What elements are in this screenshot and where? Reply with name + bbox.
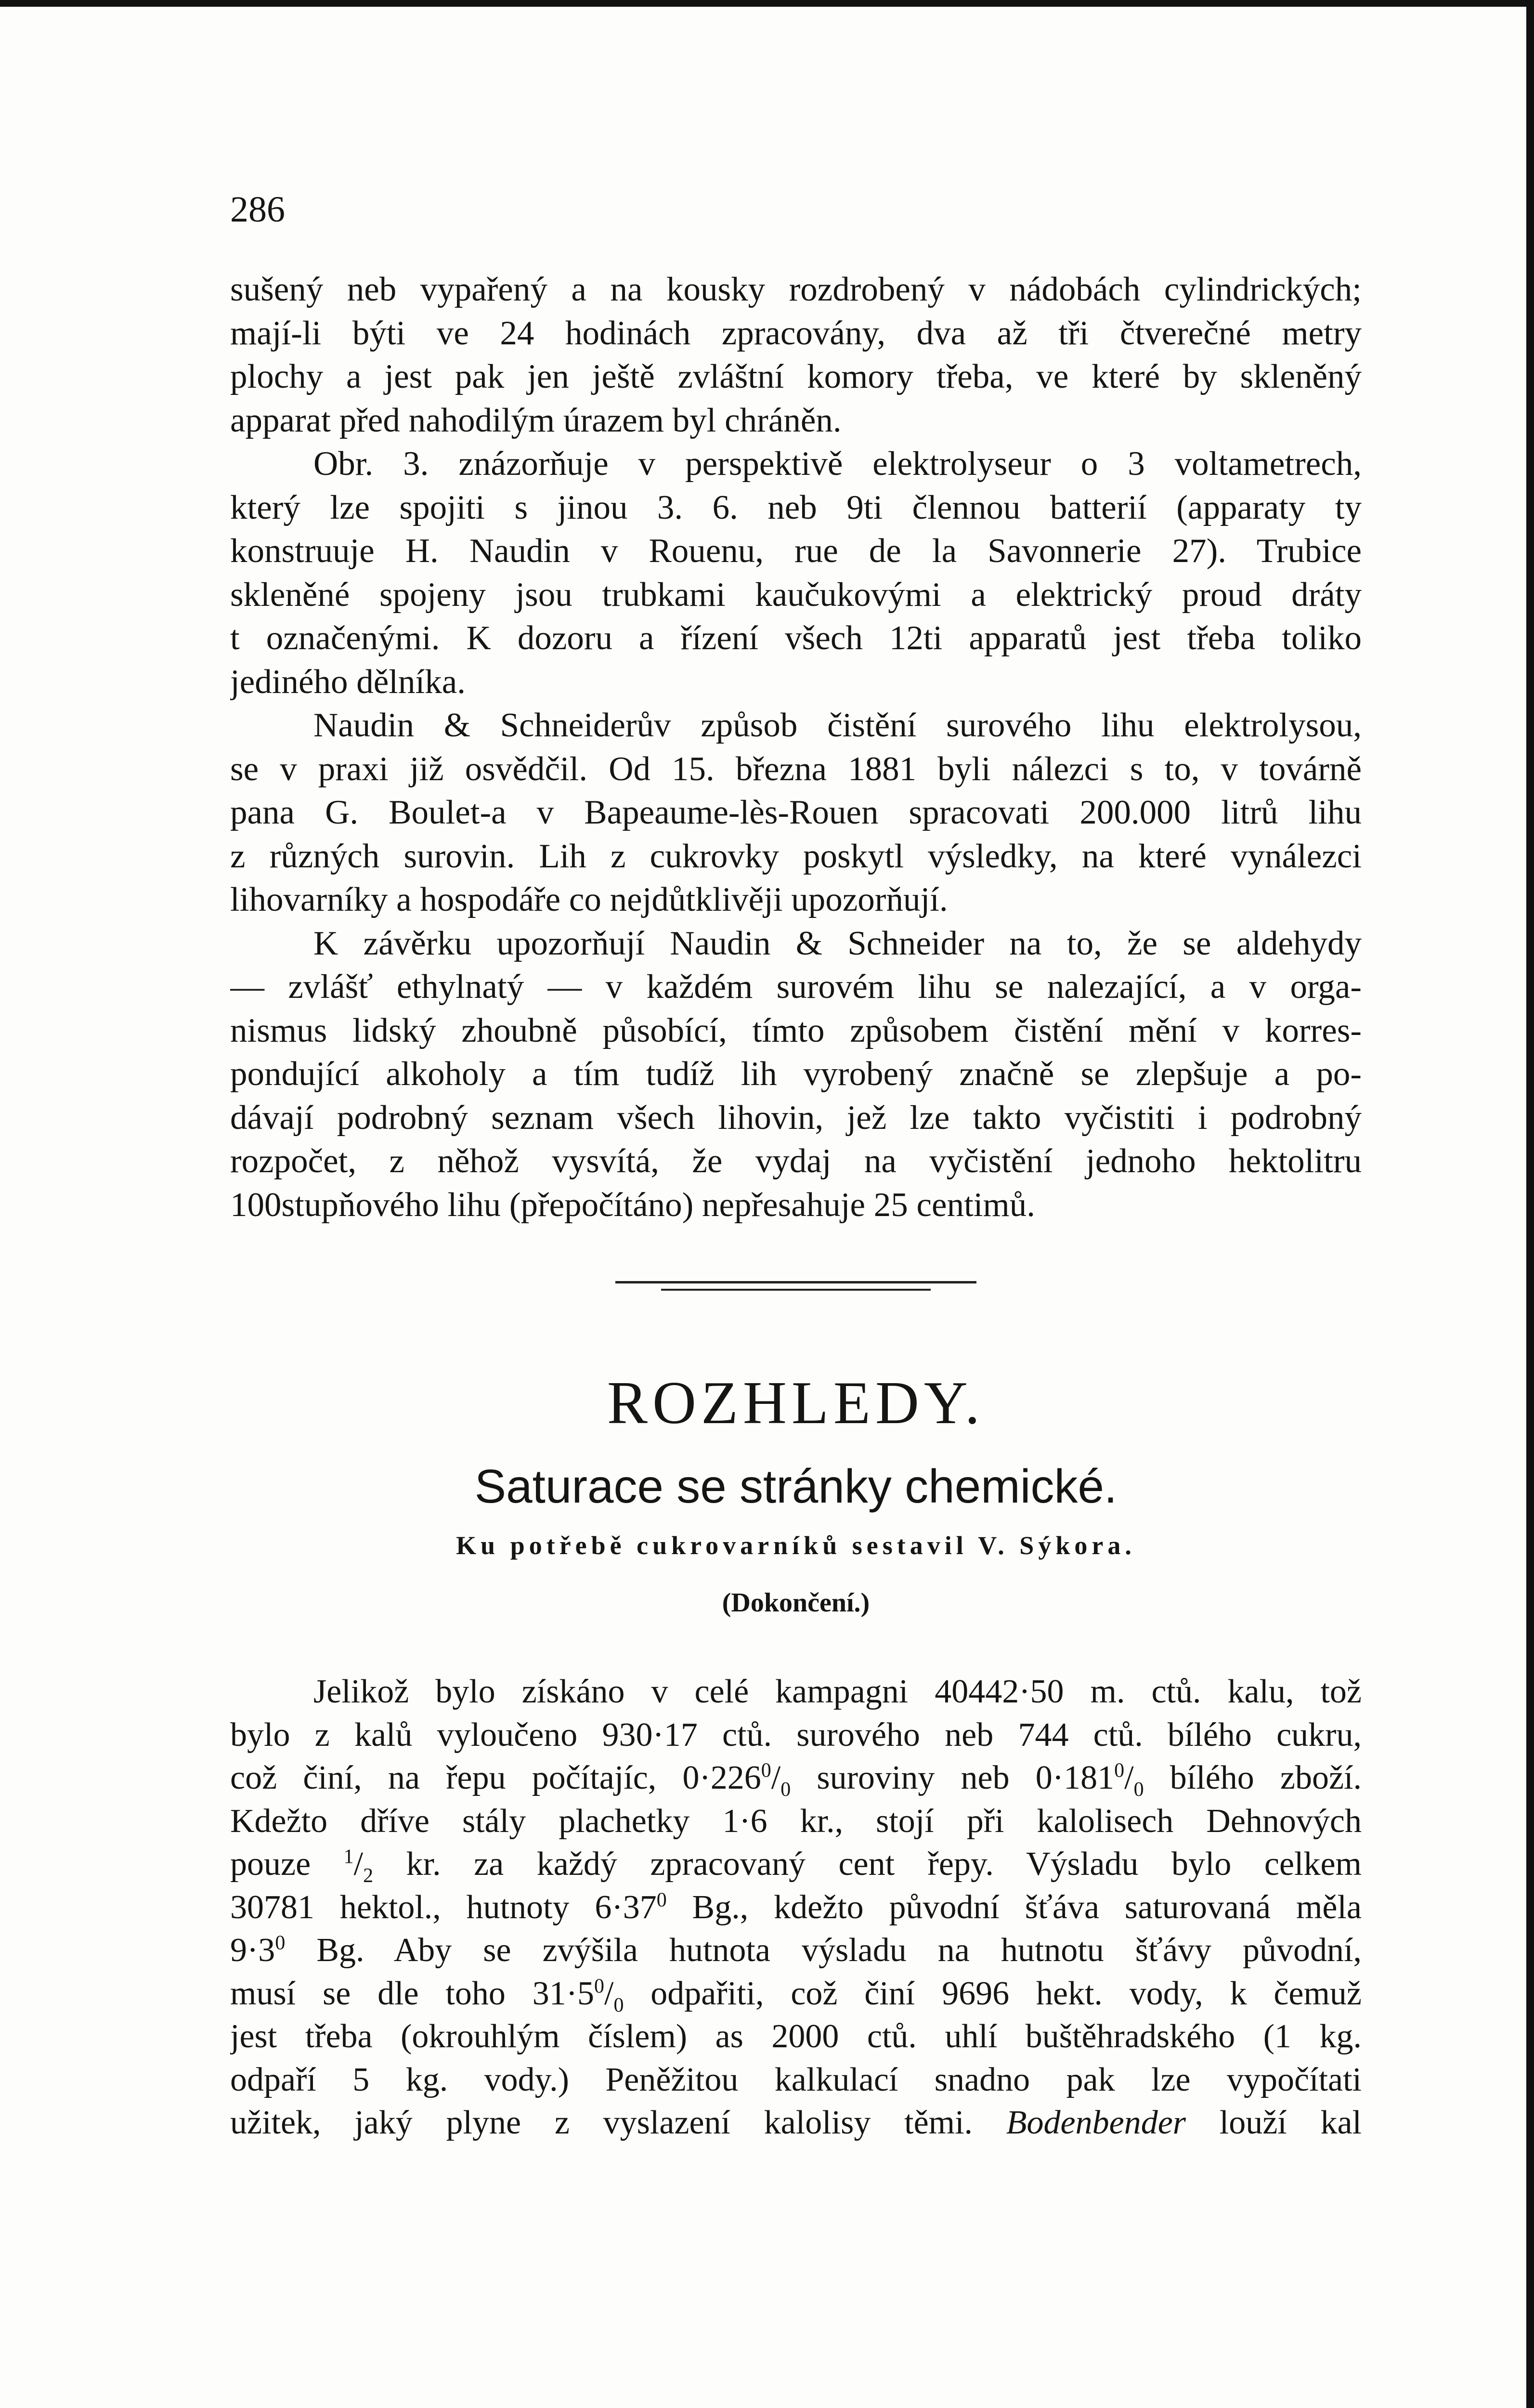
text-line: skleněné spojeny jsou trubkami kaučukovými a elektrický proud dráty [230,576,1362,614]
paragraph-4 [230,922,1362,1227]
text-line: Jelikož bylo získáno v celé kampagni 40442·50 m. ctů. kalu, tož [313,1673,1362,1710]
text-line: který lze spojiti s jinou 3. 6. neb 9ti člennou batterií (apparaty ty [230,488,1362,526]
text-line: jest třeba (okrouhlým číslem) as 2000 ctů. uhlí buštěhradského (1 kg. [230,2018,1362,2055]
text-block-bottom [230,1670,1362,2145]
scan-edge-right [1526,0,1534,2408]
text-line: pana G. Boulet-a v Bapeaume-lès-Rouen spracovati 200.000 litrů lihu [230,794,1362,831]
paragraph-5 [230,1670,1362,2145]
scan-edge-top [0,0,1534,7]
text-line: lihovarníky a hospodáře co nejdůtklivěji upozorňují. [230,881,948,918]
text-line: t označenými. K dozoru a řízení všech 12ti apparatů jest třeba toliko [230,619,1362,657]
text-line: jediného dělníka. [230,663,466,701]
text-line: Kdežto dříve stály plachetky 1·6 kr., stojí při kalolisech Dehnových [230,1802,1362,1840]
divider-rule-short [661,1289,931,1291]
text-line: plochy a jest pak jen ještě zvláštní komory třeba, ve které by skleněný [230,358,1362,395]
text-line: — zvlášť ethylnatý — v každém surovém lihu se nalezající, a v orga- [230,968,1362,1006]
text-line: odpaří 5 kg. vody.) Peněžitou kalkulací snadno pak lze vypočítati [230,2061,1362,2098]
text-line: z různých surovin. Lih z cukrovky poskytl výsledky, na které vynálezci [230,837,1362,875]
text-line: sušený neb vypařený a na kousky rozdrobený v nádobách cylindrických; [230,271,1362,308]
text-line: pouze $^1/_2$ kr. za každý zpracovaný cent řepy. Výsladu bylo celkem [230,1845,1362,1886]
text-line: se v praxi již osvědčil. Od 15. března 1881 byli nálezci s to, v továrně [230,750,1362,788]
section-divider [615,1281,976,1296]
article-title: Saturace se stránky chemické. [474,1460,1118,1513]
section-heading: ROZHLEDY. [607,1370,985,1437]
author-name-italic: Bodenbender [1006,2104,1186,2141]
text-line: K závěrku upozorňují Naudin & Schneider na to, že se aldehydy [313,924,1362,962]
text-line: dávají podrobný seznam všech lihovin, jež lze takto vyčistiti i podrobný [230,1099,1362,1137]
text-line: apparat před nahodilým úrazem byl chráněn. [230,401,842,439]
text-line: bylo z kalů vyloučeno 930·17 ctů. surového neb 744 ctů. bílého cukru, [230,1716,1362,1754]
byline-author: V. Sýkora. [978,1531,1136,1560]
text-line: mají-li býti ve 24 hodinách zpracovány, dva až tři čtverečné metry [230,314,1362,352]
text-line: rozpočet, z něhož vysvítá, že vydaj na vyčistění jednoho hektolitru [230,1142,1362,1180]
text-line: musí se dle toho $31\cdot 5^0/_0$ odpařiti, což činí 9696 hekt. vody, k čemuž [230,1975,1362,2015]
text-line: což činí, na řepu počítajíc, $0\cdot 226^0/_0$ suroviny neb $0\cdot 181^0/_0$ bílého zboží. [230,1759,1362,1800]
page-number: 286 [230,189,285,230]
paragraph-1 [230,268,1362,442]
byline-prefix: Ku potřebě cukrovarníků sestavil [456,1531,978,1560]
text-line: užitek, jaký plyne z vyslazení kalolisy těmi. Bodenbender louží kal [230,2104,1362,2141]
text-block-top [230,268,1362,1227]
paragraph-3 [230,704,1362,922]
text-line: pondující alkoholy a tím tudíž lih vyrobený značně se zlepšuje a po- [230,1055,1362,1093]
text-line: Naudin & Schneiderův způsob čistění surového lihu elektrolysou, [313,707,1362,744]
text-line: 100stupňového lihu (přepočítáno) nepřesahuje 25 centimů. [230,1186,1036,1224]
paragraph-2 [230,442,1362,704]
text-line: nismus lidský zhoubně působící, tímto způsobem čistění mění v korres- [230,1011,1362,1049]
text-line: konstruuje H. Naudin v Rouenu, rue de la Savonnerie 27). Trubice [230,532,1362,570]
continuation-note: (Dokončení.) [722,1588,870,1618]
text-line: Obr. 3. znázorňuje v perspektivě elektrolyseur o 3 voltametrech, [313,445,1362,483]
text-line: 30781 hektol., hutnoty $6\cdot 37^0$ Bg., kdežto původní šťáva saturovaná měla [230,1888,1362,1926]
divider-rule-long [615,1281,976,1283]
text-line: $9\cdot 3^0$ Bg. Aby se zvýšila hutnota výsladu na hutnotu šťávy původní, [230,1932,1362,1969]
byline [230,1531,1362,1560]
